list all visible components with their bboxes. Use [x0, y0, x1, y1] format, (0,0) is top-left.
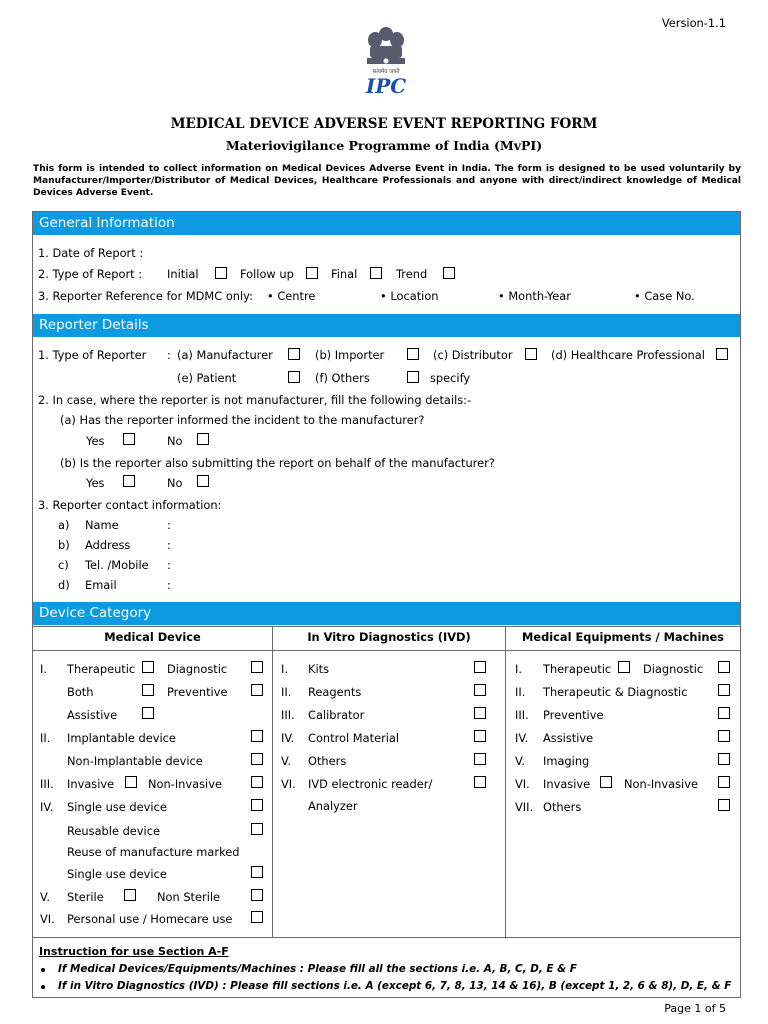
q2b-label: (b) Is the reporter also submitting the report on behalf of the manufacturer? [60, 456, 495, 470]
q2b-yes-label: Yes [86, 476, 105, 490]
mem-non-invasive-label: Non-Invasive [624, 777, 698, 791]
instruction-bullet-2 [41, 985, 45, 989]
md-assistive-label: Assistive [67, 708, 118, 722]
contact-email-index: d) [58, 578, 70, 592]
type-final-label: Final [331, 267, 358, 281]
emblem-motto: सत्यमेव जयते [372, 69, 400, 75]
section-reporter-details: Reporter Details [33, 314, 740, 337]
md-implantable-label: Implantable device [67, 731, 176, 745]
instruction-item-1: If Medical Devices/Equipments/Machines : Please fill all the sections i.e. A, B, C, D, E & F [58, 963, 577, 975]
md-therapeutic-label: Therapeutic [67, 662, 136, 676]
q2a-no-checkbox[interactable] [197, 433, 209, 445]
type-of-reporter-label: 1. Type of Reporter [38, 348, 147, 362]
md-preventive-label: Preventive [167, 685, 228, 699]
col-medical-device-header: Medical Device [104, 630, 201, 644]
mem-ther-diag-label: Therapeutic & Diagnostic [543, 685, 688, 699]
ref-month-year: • Month-Year [498, 289, 571, 303]
mem-preventive-checkbox[interactable] [718, 707, 730, 719]
mem-non-invasive-checkbox[interactable] [718, 776, 730, 788]
q2a-label: (a) Has the reporter informed the incident to the manufacturer? [60, 413, 425, 427]
mem-ii-number: II. [515, 685, 526, 699]
mem-vi-number: VI. [515, 777, 530, 791]
md-diagnostic-label: Diagnostic [167, 662, 228, 676]
reporter-distributor-checkbox[interactable] [525, 348, 537, 360]
mem-vii-number: VII. [515, 800, 534, 814]
page-number: Page 1 of 5 [664, 1002, 726, 1015]
mem-assistive-label: Assistive [543, 731, 594, 745]
md-reuse-marked-checkbox[interactable] [251, 866, 263, 878]
device-table-bottom-rule [32, 937, 741, 938]
md-non-invasive-label: Non-Invasive [148, 777, 222, 791]
contact-tel-index: c) [58, 558, 69, 572]
ivd-others-checkbox[interactable] [474, 753, 486, 765]
q2a-no-label: No [167, 434, 183, 448]
reporter-importer-label: (b) Importer [315, 348, 385, 362]
contact-tel-label: Tel. /Mobile [85, 558, 149, 572]
type-final-checkbox[interactable] [370, 267, 382, 279]
md-both-label: Both [67, 685, 94, 699]
contact-name-label: Name [85, 518, 119, 532]
md-sterile-checkbox[interactable] [124, 889, 136, 901]
mem-imaging-checkbox[interactable] [718, 753, 730, 765]
md-non-sterile-checkbox[interactable] [251, 889, 263, 901]
ivd-others-number: V. [281, 754, 291, 768]
md-v-number: V. [40, 890, 50, 904]
contact-email-label: Email [85, 578, 117, 592]
ivd-calibrator-label: Calibrator [308, 708, 365, 722]
reporter-others-label: (f) Others [315, 371, 370, 385]
mem-others-checkbox[interactable] [718, 799, 730, 811]
md-non-implantable-checkbox[interactable] [251, 753, 263, 765]
md-invasive-checkbox[interactable] [125, 776, 137, 788]
reporter-manufacturer-label: (a) Manufacturer [177, 348, 273, 362]
col-ivd-header: In Vitro Diagnostics (IVD) [307, 630, 471, 644]
ref-location: • Location [380, 289, 439, 303]
mem-preventive-label: Preventive [543, 708, 604, 722]
md-diagnostic-checkbox[interactable] [251, 661, 263, 673]
md-iv-number: IV. [40, 800, 54, 814]
mem-i-number: I. [515, 662, 522, 676]
contact-address-index: b) [58, 538, 70, 552]
md-reuse-marked-label-1: Reuse of manufacture marked [67, 845, 240, 859]
mem-imaging-label: Imaging [543, 754, 590, 768]
mem-iv-number: IV. [515, 731, 529, 745]
md-single-use-label: Single use device [67, 800, 167, 814]
q2-label: 2. In case, where the reporter is not manufacturer, fill the following details:- [38, 393, 472, 407]
ivd-reader-checkbox[interactable] [474, 776, 486, 788]
version-label: Version-1.1 [661, 16, 726, 30]
md-therapeutic-checkbox[interactable] [142, 661, 154, 673]
reporter-patient-label: (e) Patient [177, 371, 237, 385]
device-table-top-rule [32, 626, 741, 627]
ivd-reader-label: IVD electronic reader/ [308, 777, 433, 791]
mem-therapeutic-label: Therapeutic [543, 662, 612, 676]
md-ii-number: II. [40, 731, 51, 745]
ref-centre: • Centre [267, 289, 316, 303]
md-implantable-checkbox[interactable] [251, 730, 263, 742]
form-subtitle: Materiovigilance Programme of India (MvPI) [225, 138, 543, 153]
form-title: MEDICAL DEVICE ADVERSE EVENT REPORTING FORM [170, 116, 598, 132]
q3-label: 3. Reporter contact information: [38, 498, 222, 512]
device-col-divider-2 [505, 626, 506, 937]
reporter-patient-checkbox[interactable] [288, 371, 300, 383]
md-personal-use-checkbox[interactable] [251, 911, 263, 923]
q2a-yes-label: Yes [86, 434, 105, 448]
mem-v-number: V. [515, 754, 525, 768]
md-reuse-marked-label-2: Single use device [67, 867, 167, 881]
reporter-importer-checkbox[interactable] [407, 348, 419, 360]
contact-name-index: a) [58, 518, 70, 532]
instructions-heading: Instruction for use Section A-F [39, 945, 229, 958]
type-initial-label: Initial [167, 267, 199, 281]
reporter-distributor-label: (c) Distributor [433, 348, 513, 362]
type-of-report-label: 2. Type of Report : [38, 267, 143, 281]
mem-therapeutic-checkbox[interactable] [618, 661, 630, 673]
md-reusable-label: Reusable device [67, 824, 160, 838]
ivd-calibrator-checkbox[interactable] [474, 707, 486, 719]
md-non-implantable-label: Non-Implantable device [67, 754, 203, 768]
q2b-no-checkbox[interactable] [197, 475, 209, 487]
ivd-kits-number: I. [281, 662, 288, 676]
ref-case-no: • Case No. [634, 289, 695, 303]
md-assistive-checkbox[interactable] [142, 707, 154, 719]
ivd-kits-label: Kits [308, 662, 330, 676]
ivd-control-number: IV. [281, 731, 295, 745]
ivd-control-checkbox[interactable] [474, 730, 486, 742]
type-trend-label: Trend [396, 267, 428, 281]
q2b-yes-checkbox[interactable] [123, 475, 135, 487]
md-sterile-label: Sterile [67, 890, 104, 904]
ivd-reagents-label: Reagents [308, 685, 362, 699]
device-table-header-rule [32, 650, 741, 651]
date-of-report-label: 1. Date of Report : [38, 246, 144, 260]
mem-assistive-checkbox[interactable] [718, 730, 730, 742]
instruction-item-2: If in Vitro Diagnostics (IVD) : Please fill sections i.e. A (except 6, 7, 8, 13, 14 & 16), B (except 1, 2, 6 & 8), D, E, & F [58, 980, 732, 992]
type-trend-checkbox[interactable] [443, 267, 455, 279]
mem-diagnostic-checkbox[interactable] [718, 661, 730, 673]
q2a-yes-checkbox[interactable] [123, 433, 135, 445]
reporter-specify-label: specify [430, 371, 471, 385]
md-non-invasive-checkbox[interactable] [251, 776, 263, 788]
ipc-logo-text: IPC [365, 74, 407, 96]
ivd-reader-label-cont: Analyzer [308, 799, 358, 813]
md-both-checkbox[interactable] [142, 684, 154, 696]
ivd-calibrator-number: III. [281, 708, 295, 722]
ivd-control-label: Control Material [308, 731, 400, 745]
type-followup-label: Follow up [240, 267, 294, 281]
mem-iii-number: III. [515, 708, 529, 722]
mem-others-label: Others [543, 800, 582, 814]
ivd-reagents-number: II. [281, 685, 292, 699]
device-col-divider-1 [272, 626, 273, 937]
md-vi-number: VI. [40, 912, 55, 926]
md-i-number: I. [40, 662, 47, 676]
mem-invasive-label: Invasive [543, 777, 591, 791]
type-of-reporter-colon: : [167, 348, 171, 362]
md-invasive-label: Invasive [67, 777, 115, 791]
ivd-reader-number: VI. [281, 777, 296, 791]
ivd-kits-checkbox[interactable] [474, 661, 486, 673]
col-equipment-header: Medical Equipments / Machines [522, 630, 724, 644]
section-general-information: General Information [33, 212, 740, 235]
section-device-category: Device Category [33, 602, 740, 625]
type-initial-checkbox[interactable] [215, 267, 227, 279]
md-preventive-checkbox[interactable] [251, 684, 263, 696]
reporter-others-checkbox[interactable] [407, 371, 419, 383]
type-followup-checkbox[interactable] [306, 267, 318, 279]
contact-name-colon: : [167, 518, 171, 532]
reporter-healthcare-checkbox[interactable] [716, 348, 728, 360]
reporter-reference-label: 3. Reporter Reference for MDMC only: [38, 289, 253, 303]
national-emblem-logo [356, 24, 416, 96]
md-non-sterile-label: Non Sterile [157, 890, 221, 904]
instruction-bullet-1 [41, 968, 45, 972]
md-personal-use-label: Personal use / Homecare use [67, 912, 233, 926]
mem-diagnostic-label: Diagnostic [643, 662, 704, 676]
contact-address-colon: : [167, 538, 171, 552]
md-single-use-checkbox[interactable] [251, 799, 263, 811]
mem-ther-diag-checkbox[interactable] [718, 684, 730, 696]
ivd-others-label: Others [308, 754, 347, 768]
ivd-reagents-checkbox[interactable] [474, 684, 486, 696]
contact-tel-colon: : [167, 558, 171, 572]
contact-address-label: Address [85, 538, 131, 552]
reporter-manufacturer-checkbox[interactable] [288, 348, 300, 360]
md-reusable-checkbox[interactable] [251, 823, 263, 835]
intro-paragraph: This form is intended to collect information on Medical Devices Adverse Event in India. The form is designed to be used voluntarily by Manufacturer/Importer/Distributor of Medical Devices, Healthcare Professionals and anyone with direct/indirect knowledge of Medical Devices Adverse Event. [33, 164, 741, 198]
md-iii-number: III. [40, 777, 54, 791]
q2b-no-label: No [167, 476, 183, 490]
mem-invasive-checkbox[interactable] [600, 776, 612, 788]
reporter-healthcare-label: (d) Healthcare Professional [551, 348, 705, 362]
contact-email-colon: : [167, 578, 171, 592]
